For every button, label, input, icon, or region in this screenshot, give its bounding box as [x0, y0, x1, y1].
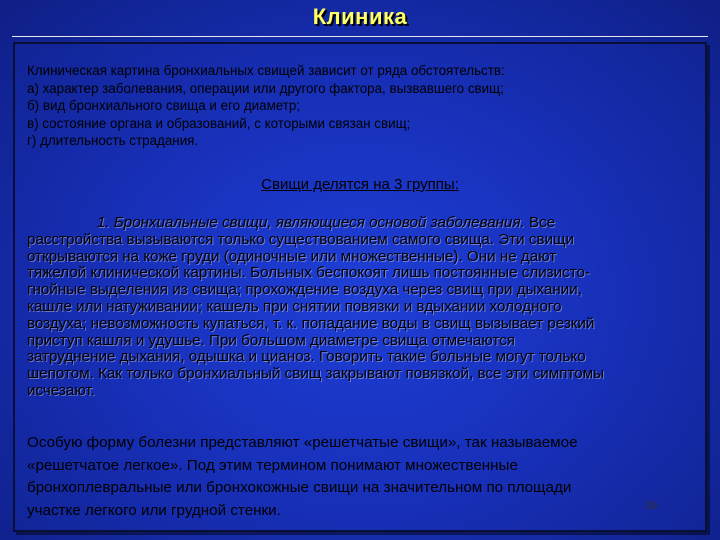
- bronchial-fistula-paragraph: [27, 215, 707, 400]
- paragraph-line: участке легкого или грудной стенки.: [27, 501, 281, 519]
- intro-line: г) длительность страдания.: [27, 133, 199, 149]
- paragraph-first-line: [27, 215, 707, 232]
- page-number: 39: [645, 500, 658, 512]
- paragraph-line: кашле или натуживании; кашель при снятии повязки и вдыхании холодного: [27, 297, 562, 315]
- paragraph-line: приступ кашля и удушье. При большом диаметре свища отмечаются: [27, 331, 516, 349]
- paragraph-line: открываются на коже груди (одиночные или множественные). Они не дают: [27, 247, 557, 265]
- paragraph-line: расстройства вызываются только существованием самого свища. Эти свищи: [27, 230, 574, 248]
- slide-title: Клиника: [312, 4, 408, 29]
- paragraph-line: бронхоплевральные или бронхокожные свищи на значительном по площади: [27, 479, 572, 496]
- paragraph-line: Особую форму болезни представляют «решетчатые свищи», так называемое: [27, 434, 578, 451]
- group-heading-italic: 1. Бронхиальные свищи, являющиеся основой заболевания.: [97, 214, 525, 231]
- groups-subheading: Свищи делятся на 3 группы:: [261, 176, 459, 193]
- title-divider: [12, 36, 708, 37]
- intro-block: [27, 62, 687, 150]
- paragraph-line: гнойные выделения из свища; прохождение воздуха через свищ при дыхании,: [27, 281, 582, 299]
- paragraph-line: исчезают.: [27, 381, 95, 399]
- paragraph-line: затруднение дыхания, одышка и цианоз. Говорить такие больные могут только: [27, 348, 586, 366]
- paragraph-line: воздуха; невозможность купаться, т. к. попадание воды в свищ вызывает резкий: [27, 314, 595, 332]
- intro-line: б) вид бронхиального свища и его диаметр;: [27, 98, 301, 114]
- paragraph-text: Все: [524, 214, 556, 231]
- intro-line: Клиническая картина бронхиальных свищей зависит от ряда обстоятельств:: [27, 63, 505, 78]
- paragraph-line: «решетчатое легкое». Под этим термином понимают множественные: [27, 456, 518, 474]
- paragraph-line: тяжелой клинической картины. Больных беспокоят лишь постоянные слизисто-: [27, 264, 591, 282]
- intro-line: в) состояние органа и образований, с которыми связан свищ;: [27, 115, 411, 131]
- paragraph-line: шепотом. Как только бронхиальный свищ закрывают повязкой, все эти симптомы: [27, 365, 605, 383]
- intro-line: а) характер заболевания, операции или другого фактора, вызвавшего свищ;: [27, 80, 504, 96]
- lattice-lung-paragraph: [27, 432, 707, 522]
